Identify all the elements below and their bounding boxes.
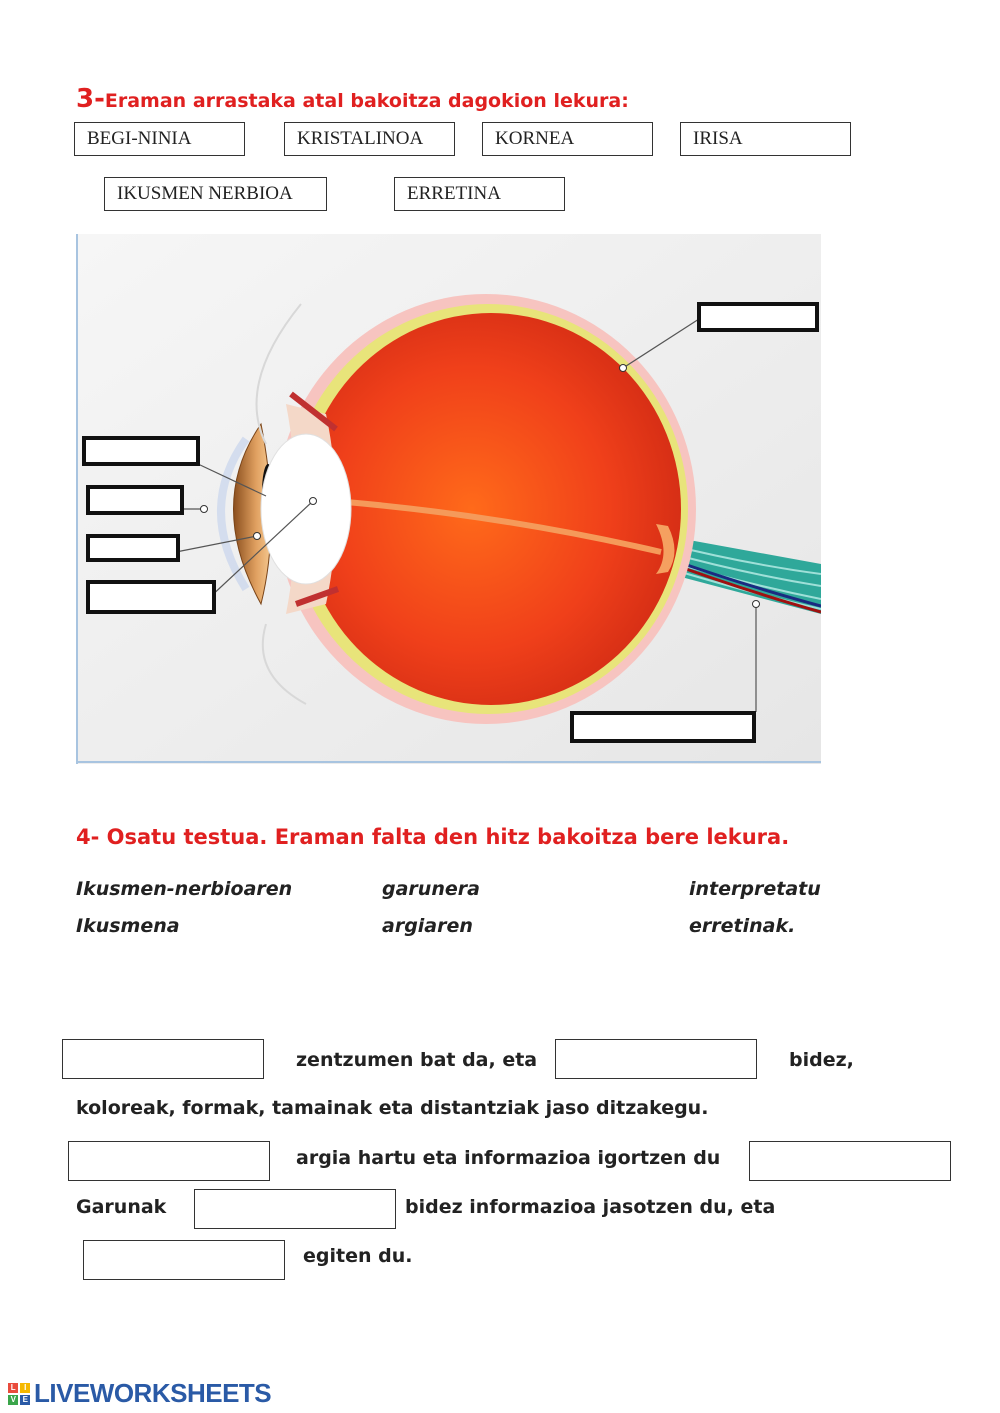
section-4-title: 4- Osatu testua. Eraman falta den hitz bakoitza bere lekura. [76,825,790,849]
logo-cell-v: V [8,1395,18,1405]
drop-box-optic-nerve[interactable] [570,711,756,743]
pointer-dot-retina [620,365,627,372]
word-begi-ninia[interactable]: BEGI-NINIA [74,122,245,156]
sentence-1b: bidez, [789,1049,854,1071]
bank-word-garunera[interactable]: garunera [382,878,480,900]
pointer-dot-iris [254,533,261,540]
drop-box-lens[interactable] [86,580,216,614]
lens [261,434,351,584]
fill-box-1[interactable] [62,1039,264,1079]
logo-grid-icon [8,1383,30,1405]
sentence-4b: bidez informazioa jasotzen du, eta [405,1196,776,1218]
drop-box-pupil[interactable] [82,436,200,466]
fill-box-3[interactable] [68,1141,270,1181]
pointer-dot-lens [310,498,317,505]
word-kornea[interactable]: KORNEA [482,122,653,156]
bank-word-ikusmena[interactable]: Ikusmena [76,915,180,937]
word-ikusmen-nerbioa[interactable]: IKUSMEN NERBIOA [104,177,327,211]
drop-box-cornea[interactable] [86,485,184,515]
pointer-dot-cornea [201,506,208,513]
bank-word-erretinak[interactable]: erretinak. [689,915,796,937]
logo-text: LIVEWORKSHEETS [34,1378,272,1408]
fill-box-2[interactable] [555,1039,757,1079]
fill-box-6[interactable] [83,1240,285,1280]
pointer-dot-optic-nerve [753,601,760,608]
word-erretina[interactable]: ERRETINA [394,177,565,211]
logo-cell-e: E [20,1395,30,1405]
section-3-title [76,84,629,114]
drop-box-retina[interactable] [697,302,819,332]
word-kristalinoa[interactable]: KRISTALINOA [284,122,455,156]
logo-cell-i: I [20,1383,30,1393]
sentence-5: egiten du. [303,1245,413,1267]
word-irisa[interactable]: IRISA [680,122,851,156]
fill-box-4[interactable] [749,1141,951,1181]
drop-box-iris[interactable] [86,534,180,562]
logo-cell-l: L [8,1383,18,1393]
liveworksheets-logo[interactable] [8,1378,271,1409]
eye-diagram [76,234,821,764]
sentence-2: koloreak, formak, tamainak eta distantziak jaso ditzakegu. [76,1097,709,1119]
fill-box-5[interactable] [194,1189,396,1229]
sentence-1a: zentzumen bat da, eta [296,1049,538,1071]
sentence-4a: Garunak [76,1196,167,1218]
bank-word-argiaren[interactable]: argiaren [382,915,473,937]
section-3-number: 3- [76,84,105,114]
bank-word-ikusmen-nerbioaren[interactable]: Ikusmen-nerbioaren [76,878,293,900]
bank-word-interpretatu[interactable]: interpretatu [689,878,821,900]
section-3-instruction: Eraman arrastaka atal bakoitza dagokion lekura: [104,90,629,112]
sentence-3: argia hartu eta informazioa igortzen du [296,1147,721,1169]
